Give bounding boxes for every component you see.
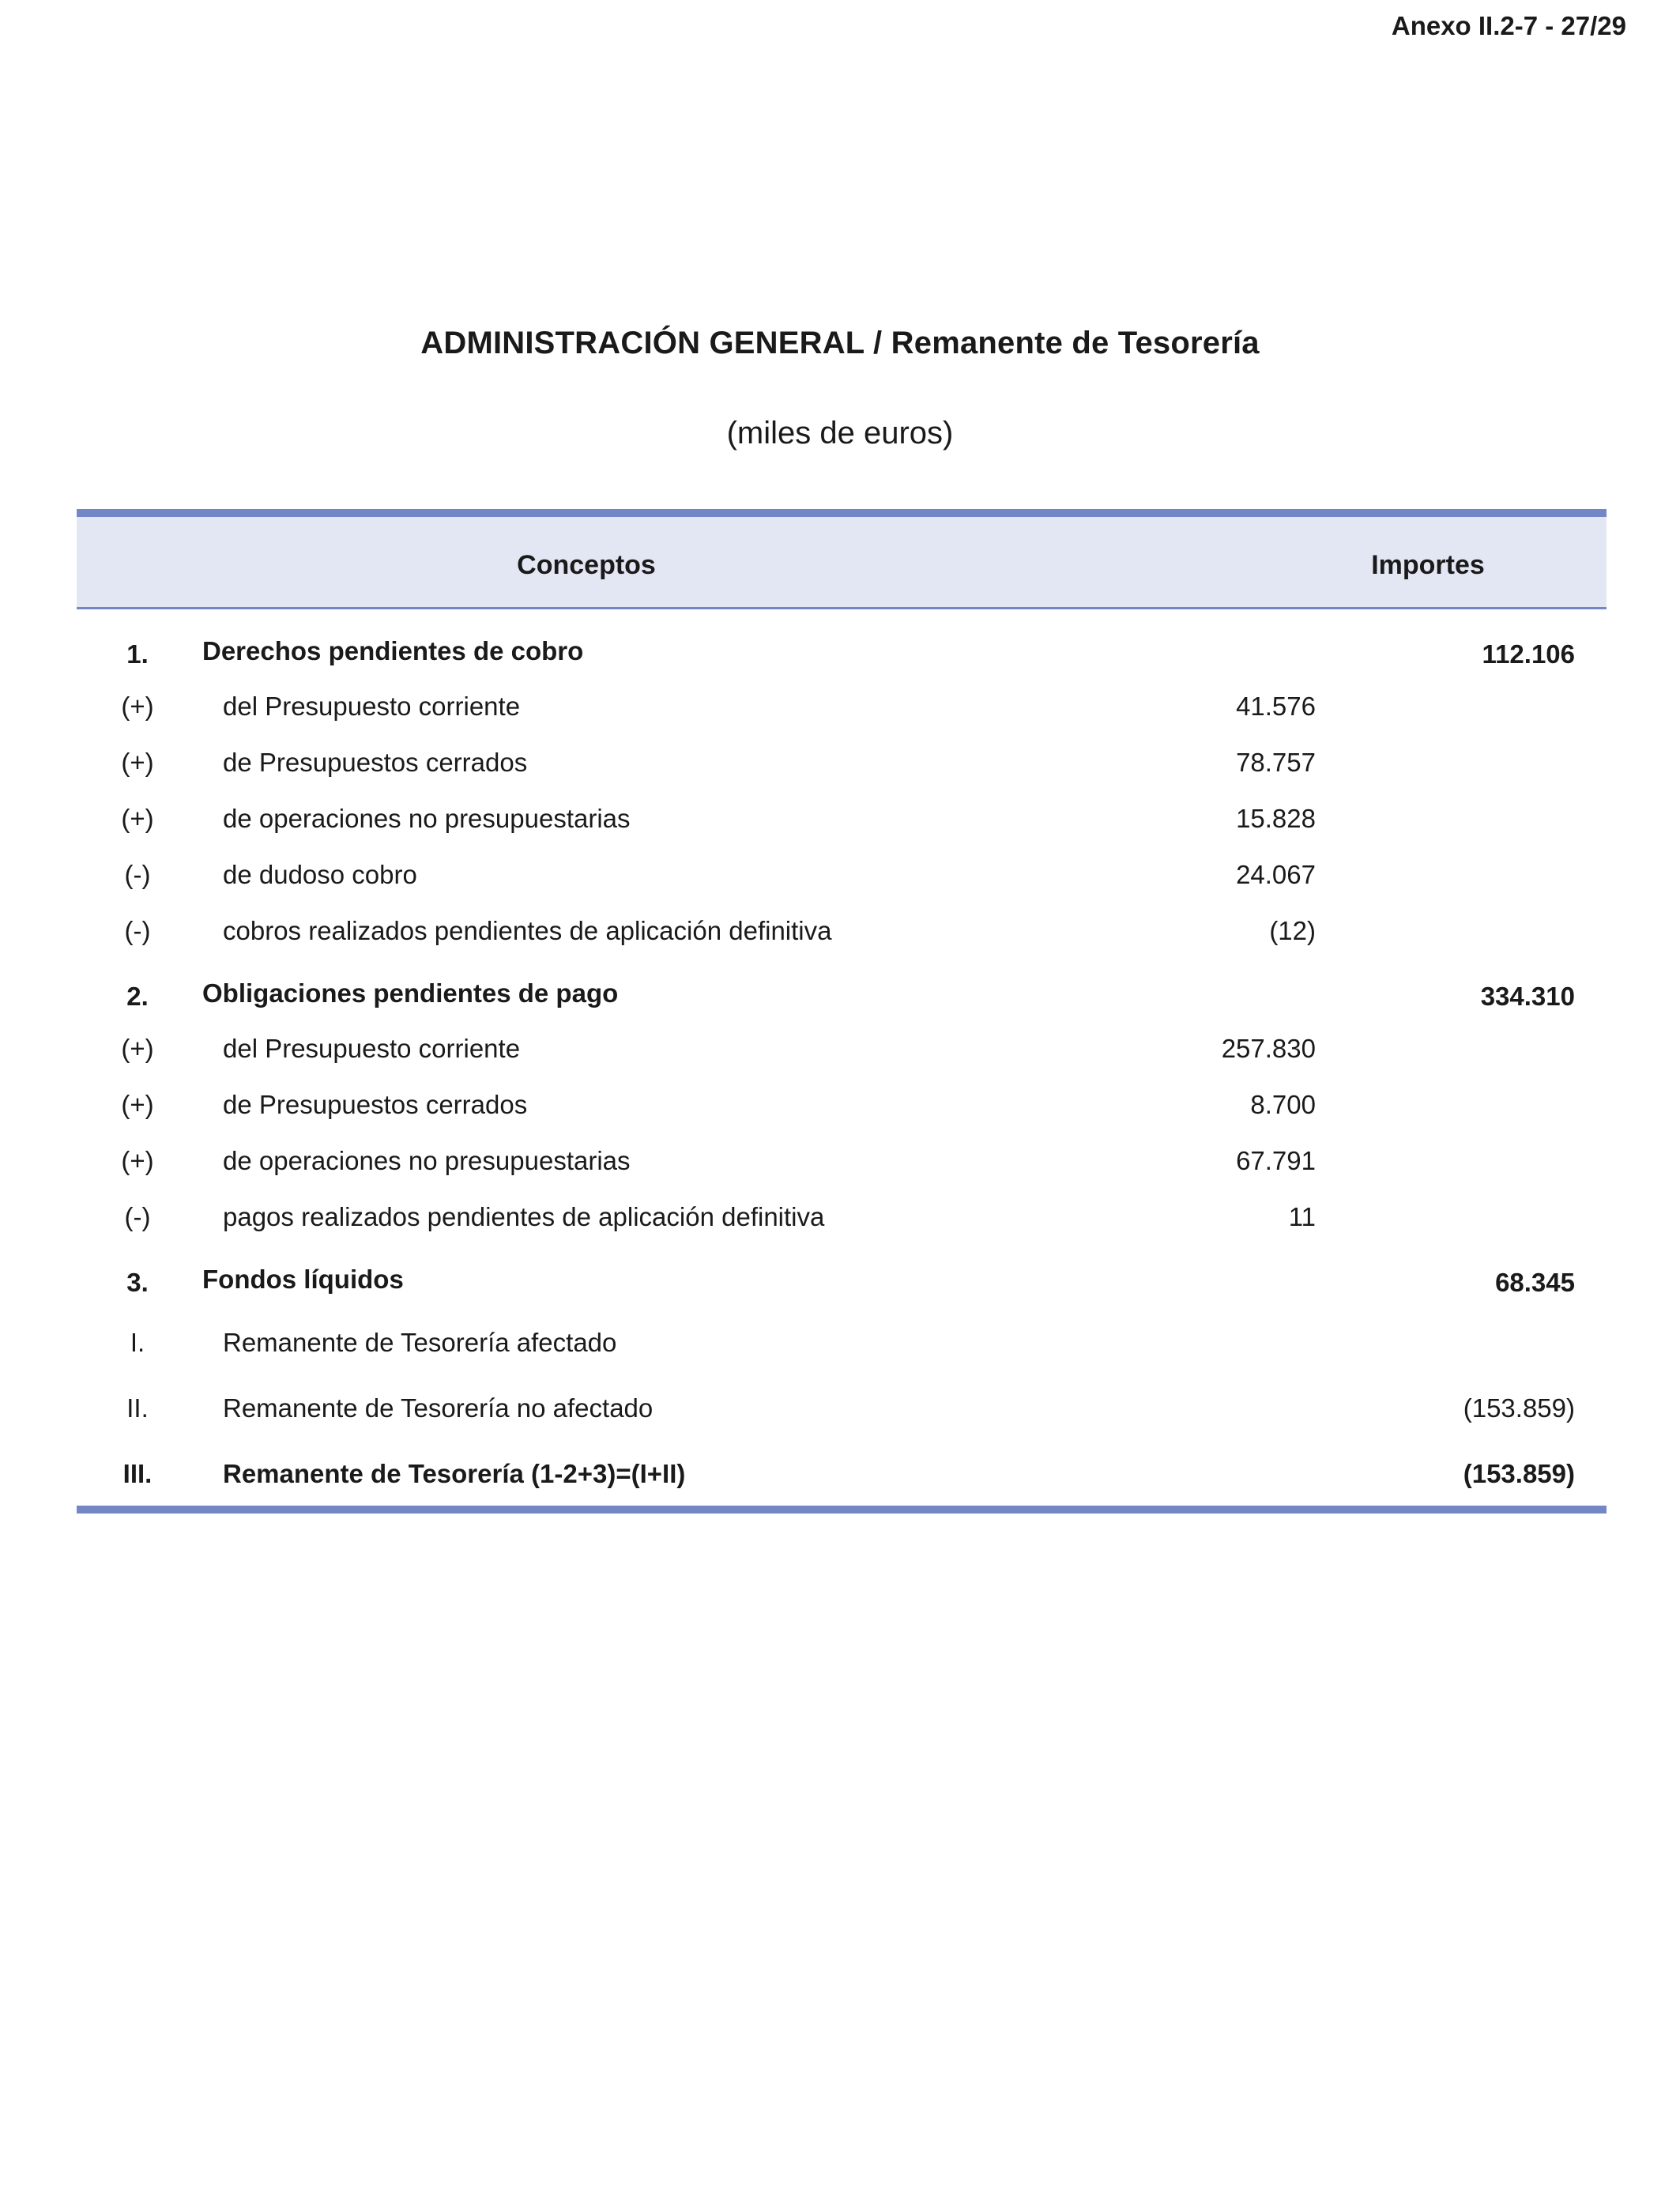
remanente-total-row bbox=[77, 1431, 1607, 1496]
remanente-label: Remanente de Tesorería afectado bbox=[223, 1328, 617, 1357]
section-label: Derechos pendientes de cobro bbox=[202, 636, 584, 665]
remanente-table bbox=[77, 509, 1607, 1514]
section-label: Obligaciones pendientes de pago bbox=[202, 978, 619, 1008]
table-row bbox=[77, 1013, 1607, 1069]
section-label: Fondos líquidos bbox=[202, 1265, 404, 1294]
row-value: 15.828 bbox=[1236, 804, 1316, 833]
remanente-row bbox=[77, 1299, 1607, 1365]
row-label: de operaciones no presupuestarias bbox=[223, 804, 631, 833]
row-label: del Presupuesto corriente bbox=[223, 1034, 521, 1063]
remanente-number: I. bbox=[130, 1328, 145, 1357]
remanente-value: (153.859) bbox=[1463, 1393, 1575, 1423]
page-reference: Anexo II.2-7 - 27/29 bbox=[1391, 11, 1626, 40]
table-row bbox=[77, 1182, 1607, 1238]
header-importes: Importes bbox=[1371, 550, 1485, 580]
row-label: de dudoso cobro bbox=[223, 860, 417, 889]
section-total: 112.106 bbox=[1482, 639, 1575, 669]
page-subtitle: (miles de euros) bbox=[726, 416, 954, 450]
row-sign: (+) bbox=[121, 1146, 154, 1175]
remanente-number: III. bbox=[122, 1459, 153, 1488]
section-number: 3. bbox=[126, 1268, 149, 1297]
table-row bbox=[77, 727, 1607, 783]
remanente-value: (153.859) bbox=[1463, 1459, 1575, 1488]
table-bottom-rule bbox=[77, 1506, 1607, 1514]
row-value: 11 bbox=[1288, 1202, 1316, 1231]
remanente-number: II. bbox=[126, 1393, 149, 1423]
section-row bbox=[77, 609, 1607, 671]
row-label: de Presupuestos cerrados bbox=[223, 748, 528, 777]
row-label: de operaciones no presupuestarias bbox=[223, 1146, 631, 1175]
row-sign: (+) bbox=[121, 748, 154, 777]
row-sign: (+) bbox=[121, 1034, 154, 1063]
row-value: 8.700 bbox=[1250, 1090, 1316, 1119]
row-value: 24.067 bbox=[1236, 860, 1316, 889]
table-row bbox=[77, 895, 1607, 952]
table-row bbox=[77, 1069, 1607, 1125]
table-header bbox=[77, 517, 1607, 609]
section-row bbox=[77, 952, 1607, 1013]
header-conceptos: Conceptos bbox=[517, 550, 656, 580]
section-total: 68.345 bbox=[1495, 1268, 1575, 1297]
row-value: 78.757 bbox=[1236, 748, 1316, 777]
row-sign: (-) bbox=[124, 1202, 151, 1231]
table-row bbox=[77, 839, 1607, 895]
table-row bbox=[77, 783, 1607, 839]
section-row bbox=[77, 1238, 1607, 1299]
row-label: de Presupuestos cerrados bbox=[223, 1090, 528, 1119]
row-sign: (-) bbox=[124, 860, 151, 889]
table-top-rule bbox=[77, 509, 1607, 517]
row-sign: (+) bbox=[121, 1090, 154, 1119]
row-value: 257.830 bbox=[1221, 1034, 1316, 1063]
row-sign: (-) bbox=[124, 916, 151, 945]
section-total: 334.310 bbox=[1480, 982, 1575, 1011]
section-number: 2. bbox=[126, 982, 149, 1011]
row-sign: (+) bbox=[121, 692, 154, 721]
row-label: cobros realizados pendientes de aplicación definitiva bbox=[223, 916, 832, 945]
remanente-label: Remanente de Tesorería no afectado bbox=[223, 1393, 654, 1423]
row-label: del Presupuesto corriente bbox=[223, 692, 521, 721]
table-row bbox=[77, 1125, 1607, 1182]
row-value: 41.576 bbox=[1236, 692, 1316, 721]
row-value: 67.791 bbox=[1236, 1146, 1316, 1175]
row-value: (12) bbox=[1269, 916, 1316, 945]
row-label: pagos realizados pendientes de aplicación definitiva bbox=[223, 1202, 825, 1231]
table-row bbox=[77, 671, 1607, 727]
remanente-label: Remanente de Tesorería (1-2+3)=(I+II) bbox=[223, 1459, 686, 1488]
row-sign: (+) bbox=[121, 804, 154, 833]
section-number: 1. bbox=[126, 639, 149, 669]
remanente-row bbox=[77, 1365, 1607, 1431]
page-title: ADMINISTRACIÓN GENERAL / Remanente de Tesorería bbox=[420, 326, 1260, 360]
